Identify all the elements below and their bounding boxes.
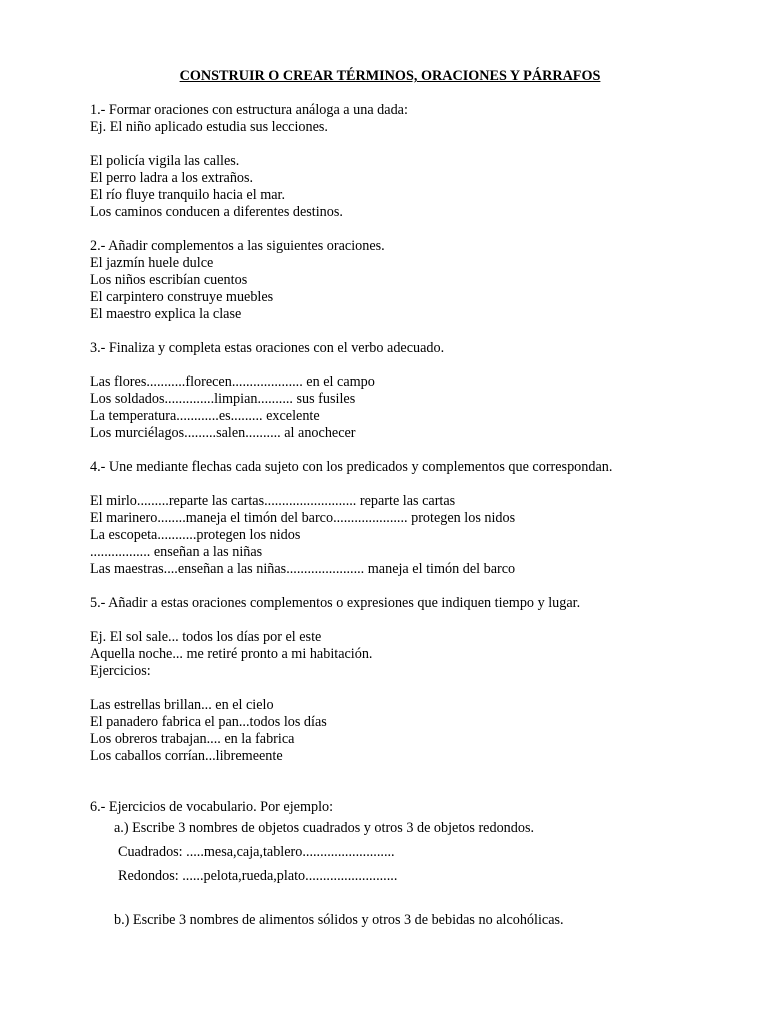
section-3-line: La temperatura............es......... excelente: [90, 408, 320, 424]
section-1-line: El río fluye tranquilo hacia el mar.: [90, 187, 286, 203]
section-4-line: La escopeta...........protegen los nidos: [90, 527, 301, 543]
section-2-line: El carpintero construye muebles: [90, 289, 274, 305]
section-1-example: Ej. El niño aplicado estudia sus lecciones.: [90, 119, 328, 135]
section-5-line: Los obreros trabajan.... en la fabrica: [90, 731, 295, 747]
section-1-heading: 1.- Formar oraciones con estructura análoga a una dada:: [90, 102, 408, 118]
section-5-exercises-label: Ejercicios:: [90, 663, 151, 679]
section-1-line: El perro ladra a los extraños.: [90, 170, 254, 186]
section-2-line: Los niños escribían cuentos: [90, 272, 248, 288]
section-6-item-b: b.) Escribe 3 nombres de alimentos sólidos y otros 3 de bebidas no alcohólicas.: [114, 912, 564, 928]
section-2-line: El jazmín huele dulce: [90, 255, 214, 271]
page-title: CONSTRUIR O CREAR TÉRMINOS, ORACIONES Y PÁRRAFOS: [179, 68, 601, 84]
section-6-heading: 6.- Ejercicios de vocabulario. Por ejemplo:: [90, 799, 334, 815]
section-3-line: Los soldados..............limpian.......... sus fusiles: [90, 391, 356, 407]
section-6-item-a: a.) Escribe 3 nombres de objetos cuadrados y otros 3 de objetos redondos.: [114, 820, 535, 836]
section-4-heading: 4.- Une mediante flechas cada sujeto con los predicados y complementos que correspondan.: [90, 459, 613, 475]
section-4-line: Las maestras....enseñan a las niñas...................... maneja el timón del barco: [90, 561, 516, 577]
section-3-line: Los murciélagos.........salen.......... al anochecer: [90, 425, 356, 441]
section-1-line: Los caminos conducen a diferentes destinos.: [90, 204, 343, 220]
section-1-line: El policía vigila las calles.: [90, 153, 240, 169]
section-6-redondos: Redondos: ......pelota,rueda,plato..........................: [118, 868, 398, 884]
section-5-heading: 5.- Añadir a estas oraciones complementos o expresiones que indiquen tiempo y lugar.: [90, 595, 581, 611]
section-5-line: Las estrellas brillan... en el cielo: [90, 697, 274, 713]
document-page: [90, 68, 710, 929]
section-5-line: El panadero fabrica el pan...todos los días: [90, 714, 327, 730]
section-5-example: Ej. El sol sale... todos los días por el este: [90, 629, 322, 645]
section-5-example: Aquella noche... me retiré pronto a mi habitación.: [90, 646, 373, 662]
section-6-cuadrados: Cuadrados: .....mesa,caja,tablero..........................: [118, 844, 395, 860]
section-3-heading: 3.- Finaliza y completa estas oraciones con el verbo adecuado.: [90, 340, 445, 356]
section-4-line: El marinero........maneja el timón del barco..................... protegen los nidos: [90, 510, 516, 526]
section-4-line: El mirlo.........reparte las cartas.......................... reparte las cartas: [90, 493, 456, 509]
section-5-line: Los caballos corrían...libremeente: [90, 748, 283, 764]
section-4-line: ................. enseñan a las niñas: [90, 544, 263, 560]
section-2-heading: 2.- Añadir complementos a las siguientes oraciones.: [90, 238, 385, 254]
section-2-line: El maestro explica la clase: [90, 306, 242, 322]
section-3-line: Las flores...........florecen.................... en el campo: [90, 374, 375, 390]
